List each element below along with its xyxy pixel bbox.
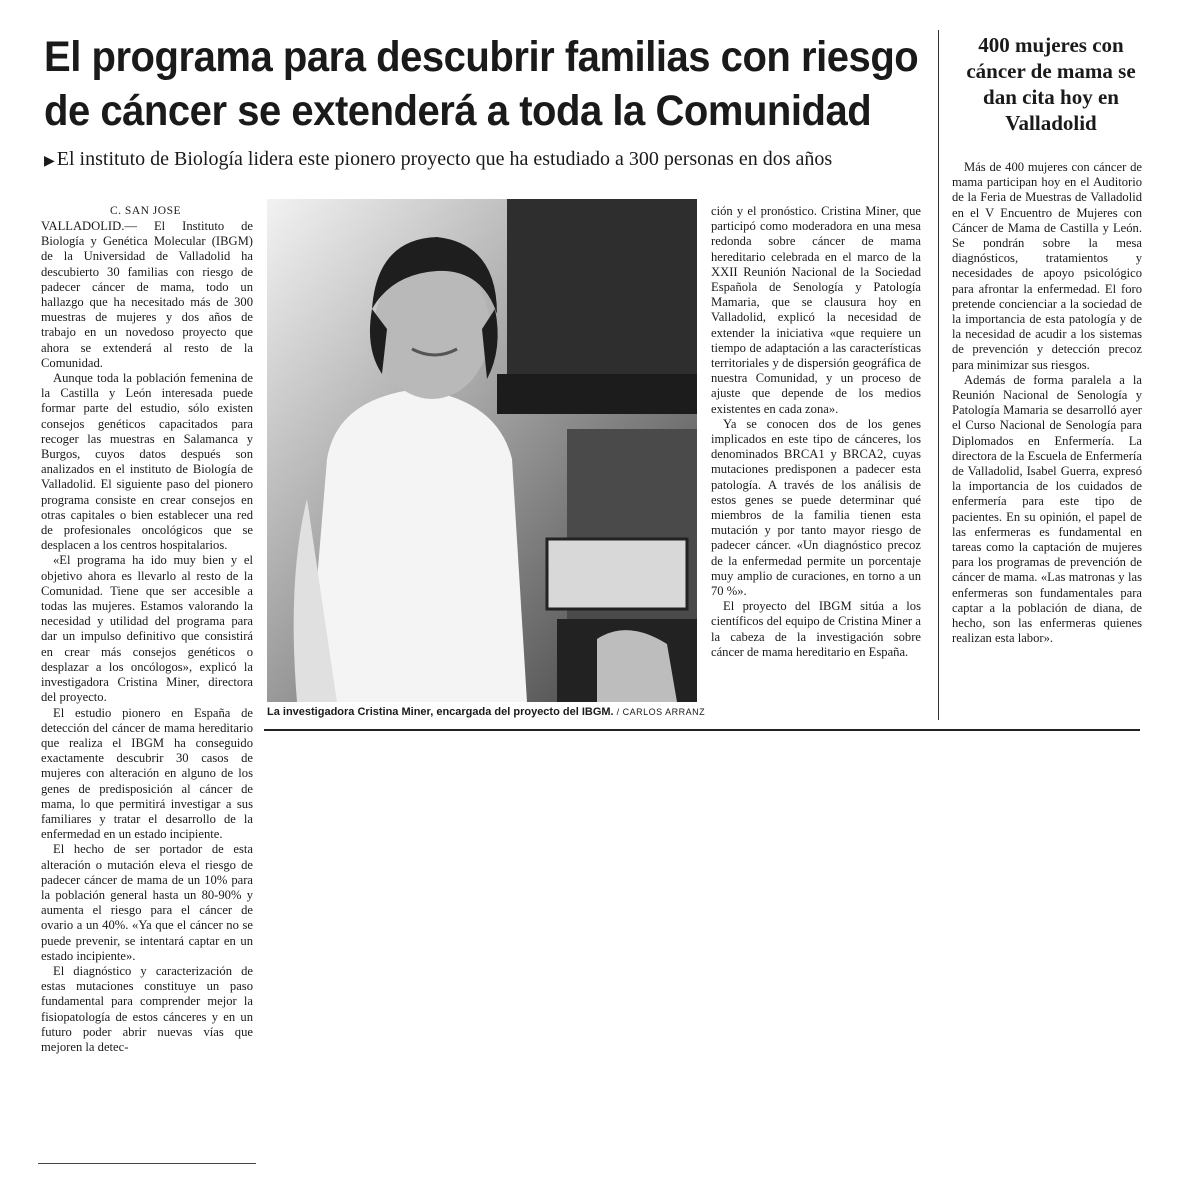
paragraph: «El programa ha ido muy bien y el objetivo ahora es llevarlo al resto de la Comunidad. Tiene que ser accesible a todas las mujeres. Estamos valorando la necesidad y utilidad del programa para dar un impulso definitivo que consistirá en crear más consejos genéticos o desplazar a los oncólogos», explicó la investigadora Cristina Miner, directora del proyecto. xyxy=(41,553,253,705)
paragraph: VALLADOLID.— El Instituto de Biología y Genética Molecular (IBGM) de la Universidad de Valladolid ha descubierto 30 familias con riesgo de padecer cáncer de mama, todo un hallazgo que ha necesitado más de 300 muestras de mujeres y dos años de trabajo en un novedoso proyecto que ahora se extenderá al resto de la Comunidad. xyxy=(41,219,253,370)
paragraph: El estudio pionero en España de detección del cáncer de mama hereditario que realiza el IBGM ha conseguido exactamente descubrir 30 casos de mujeres con alteración en alguno de los genes de predisposición al cáncer de mama, lo que permitirá investigar a sus familiares y tratar el desarrollo de la enfermedad en un estado incipiente. xyxy=(41,705,253,842)
byline: C. SAN JOSE xyxy=(110,205,182,217)
paragraph: El proyecto del IBGM sitúa a los científicos del equipo de Cristina Miner a la cabeza de la investigación sobre cáncer de mama hereditario en España. xyxy=(711,599,921,659)
paragraph: Más de 400 mujeres con cáncer de mama participan hoy en el Auditorio de la Feria de Muestras de Valladolid en el V Encuentro de Mujeres con Cáncer de Mama de Castilla y León. Se pondrán sobre la mesa diagnósticos, tratamientos y necesidades de apoyo psicológico para afrontar la enfermedad. El foro pretende concienciar a la sociedad de la importancia de esta patología y de la necesidad de acudir a los sistemas de prevención y detección precoz para minimizar sus riesgos. xyxy=(952,160,1142,372)
paragraph: Además de forma paralela a la Reunión Nacional de Senología y Patología Mamaria se desarrolló ayer el Curso Nacional de Senología para Diplomados en Enfermería. La directora de la Escuela de Enfermería de Valladolid, Isabel Guerra, expresó la importancia de los cuidados de enfermería para este tipo de pacientes. En su opinión, el papel de las enfermeras es fundamental en tareas como la captación de mujeres para los programas de prevención de cáncer de mama. «Las matronas y las enfermeras son fundamentales para captar a la población de diana, de hecho, son las enfermeras quienes realizan esta labor». xyxy=(952,372,1142,646)
sidebar-column xyxy=(952,160,1142,647)
photo-caption-text: La investigadora Cristina Miner, encargada del proyecto del IBGM. xyxy=(267,706,614,718)
headline-line-2: de cáncer se extenderá a toda la Comunidad xyxy=(44,87,872,135)
section-divider xyxy=(264,729,1140,731)
article-photo xyxy=(267,199,697,702)
headline xyxy=(44,30,919,138)
triangle-bullet-icon: ▶ xyxy=(44,154,55,169)
photo-caption xyxy=(267,706,707,718)
photo-credit: / CARLOS ARRANZ xyxy=(616,707,706,717)
subheadline xyxy=(44,146,924,175)
paragraph: ción y el pronóstico. Cristina Miner, que participó como moderadora en una mesa redonda sobre cáncer de mama hereditario celebrada en el marco de la XXII Reunión Nacional de la Sociedad Española de Senología y Patología Mamaria, que se clausura hoy en Valladolid, explicó la necesidad de extender la iniciativa «que requiere un tiempo de adaptación a las características territoriales y de dispersión geográfica de nuestra Comunidad, y un proceso de ajuste que depende de los medios existentes en cada zona». xyxy=(711,204,921,416)
paragraph: El diagnóstico y caracterización de estas mutaciones constituye un paso fundamental para comprender mejor la fisiopatología de estos cánceres y en un futuro poder abrir nuevas vías que mejoren la detec- xyxy=(41,963,253,1054)
photo-illustration xyxy=(267,199,697,702)
column-end-rule xyxy=(38,1163,256,1164)
article-column-2 xyxy=(711,204,921,660)
paragraph: Aunque toda la población femenina de la Castilla y León interesada puede formar parte del estudio, sólo existen consejos genéticos capacitados para recoger las muestras en Salamanca y Burgos, cuyos datos después son analizados en el instituto de Biología de Valladolid. El siguiente paso del pionero programa consiste en crear consejos en otras capitales o bien establecer una red de profesionales oncológicos que se desplacen a los centros hospitalarios. xyxy=(41,371,253,553)
paragraph: Ya se conocen dos de los genes implicados en este tipo de cánceres, los denominados BRCA1 y BRCA2, cuyas mutaciones predisponen a padecer esta patología. A través de los análisis de estos genes se puede determinar qué miembros de la familia tienen esta mutación y por tanto mayor riesgo de padecer cáncer. «Un diagnóstico precoz de la enfermedad permite un porcentaje muy amplio de curaciones, en torno a un 70 %». xyxy=(711,416,921,599)
subheadline-text: El instituto de Biología lidera este pionero proyecto que ha estudiado a 300 personas en dos años xyxy=(56,148,833,170)
sidebar-headline: 400 mujeres con cáncer de mama se dan cita hoy en Valladolid xyxy=(966,33,1136,135)
paragraph: El hecho de ser portador de esta alteración o mutación eleva el riesgo de padecer cáncer de mama de un 10% para la población general hasta un 80-90% y aumenta el riesgo para el cáncer de ovario a un 40%. «Ya que el cáncer no se puede prevenir, se intentará captar en un estado incipiente». xyxy=(41,842,253,963)
article-column-1 xyxy=(41,219,253,1055)
column-divider xyxy=(938,30,939,720)
headline-line-1: El programa para descubrir familias con riesgo xyxy=(44,33,919,81)
